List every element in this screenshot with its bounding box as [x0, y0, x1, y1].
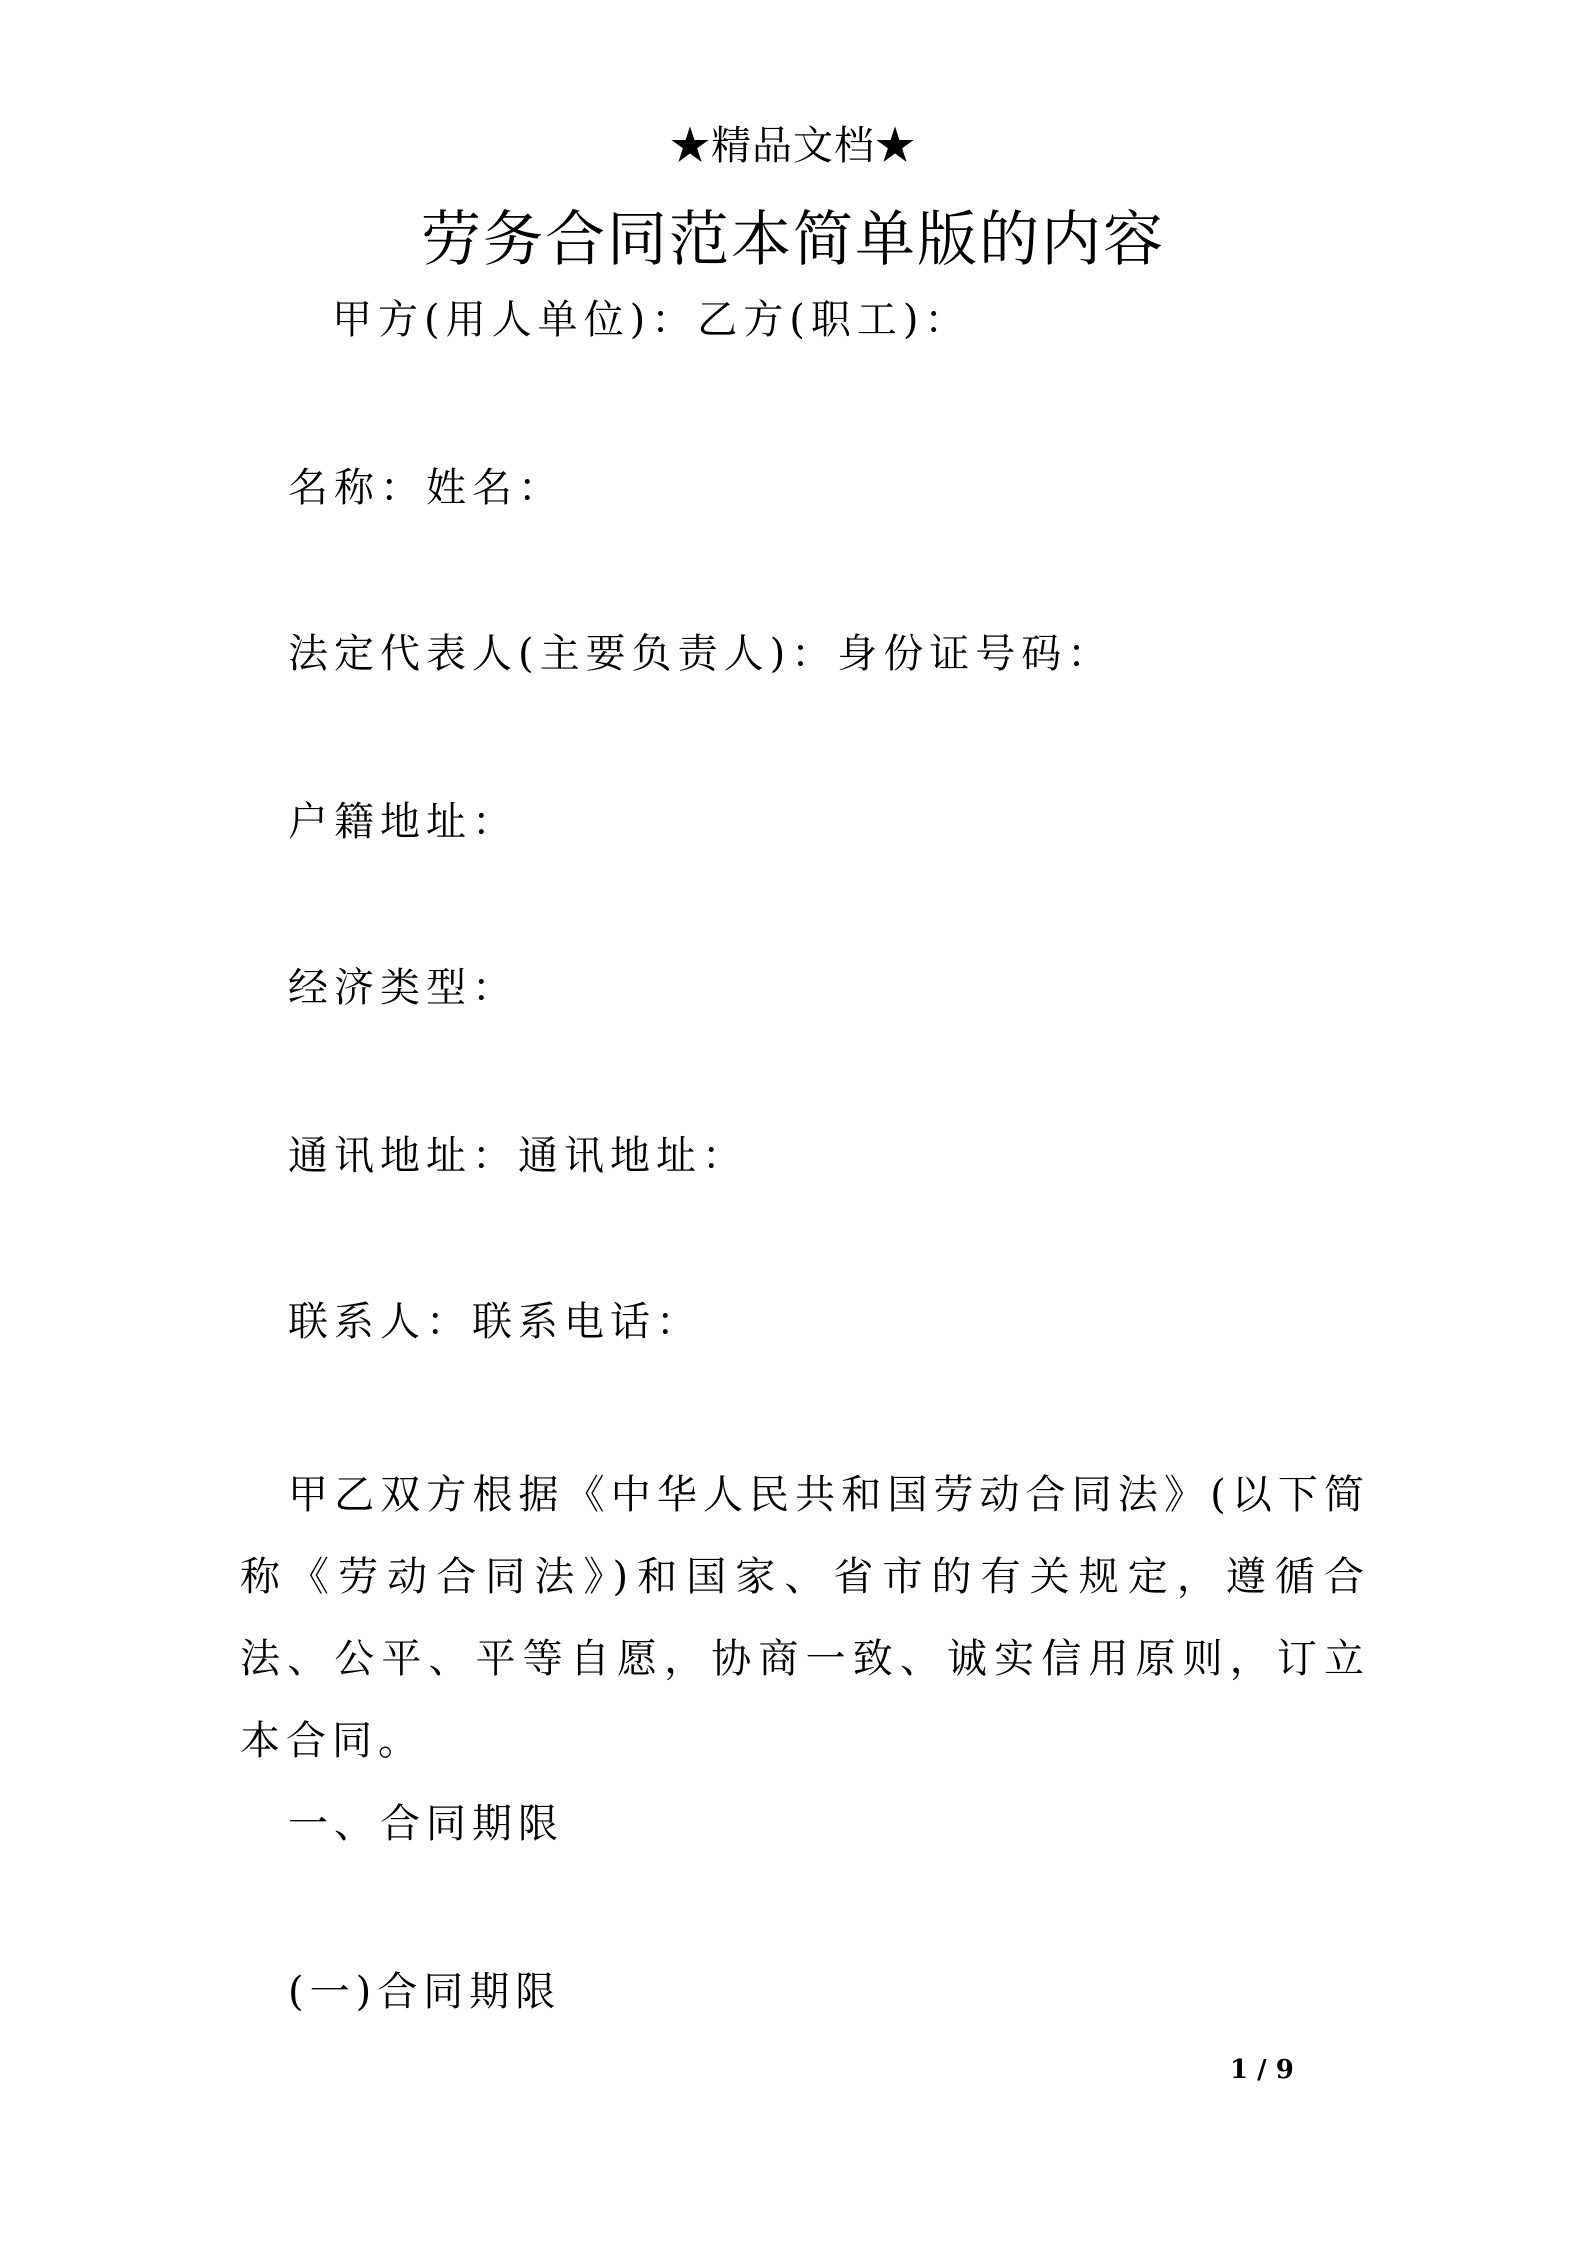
section-heading: 一、合同期限: [288, 1801, 564, 1847]
mailing-address-line: 通讯地址：通讯地址：: [288, 1133, 748, 1179]
preamble-paragraph: 甲乙双方根据《中华人民共和国劳动合同法》(以下简称《劳动合同法》)和国家、省市的有关规定，遵循合法、公平、平等自愿，协商一致、诚实信用原则，订立本合同。: [240, 1472, 1370, 1764]
header-mark: ★精品文档★: [670, 123, 916, 169]
economic-type-line: 经济类型：: [288, 965, 518, 1011]
contact-line: 联系人：联系电话：: [288, 1299, 702, 1345]
parties-line: 甲方(用人单位)：乙方(职工)：: [332, 297, 971, 343]
name-line: 名称：姓名：: [288, 465, 564, 511]
subsection-heading: (一)合同期限: [288, 1969, 562, 2015]
household-address-line: 户籍地址：: [288, 799, 518, 845]
legal-rep-line: 法定代表人(主要负责人)：身份证号码：: [288, 631, 1114, 677]
page-number: 1 / 9: [1230, 2055, 1294, 2085]
document-title: 劳务合同范本简单版的内容: [421, 205, 1165, 275]
